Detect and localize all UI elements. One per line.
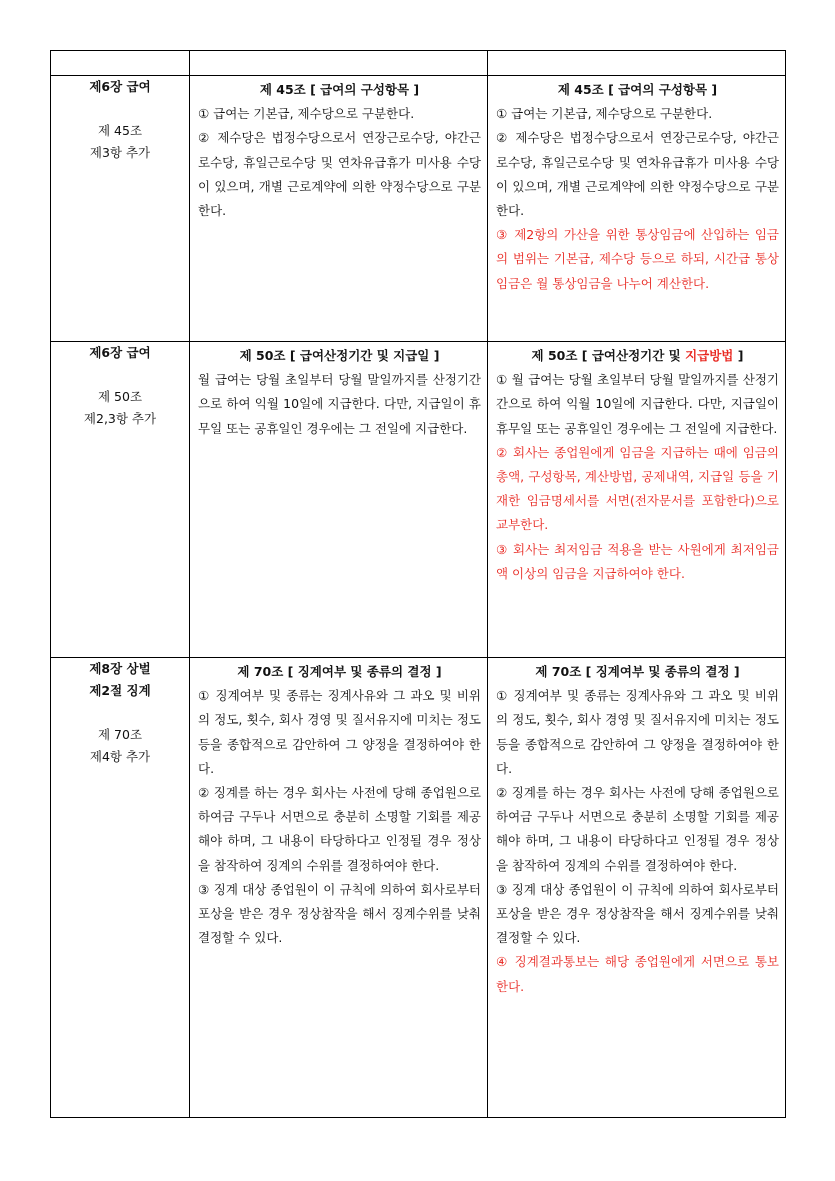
paragraph: ③ 징계 대상 종업원이 이 규칙에 의하여 회사로부터 포상을 받은 경우 정상참작을 해서 징계수위를 낮춰 결정할 수 있다.: [198, 881, 481, 946]
after-cell: [488, 342, 786, 658]
header-cell-label: [51, 51, 190, 76]
regulation-comparison-table: [50, 50, 786, 1118]
paragraph: ② 제수당은 법정수당으로서 연장근로수당, 야간근로수당, 휴일근로수당 및 연차유급휴가 미사용 수당이 있으며, 개별 근로계약에 의한 약정수당으로 구분한다.: [198, 130, 481, 219]
paragraph: ② 징계를 하는 경우 회사는 사전에 당해 종업원으로 하여금 구두나 서면으로 충분히 소명할 기회를 제공해야 하며, 그 내용이 타당하다고 인정될 경우 정상을 참작하여 징계의 수위를 결정하여야 한다.: [496, 785, 779, 873]
paragraph: 월 급여는 당월 초일부터 당월 말일까지를 산정기간으로 하여 익월 10일에 지급한다. 다만, 지급일이 휴무일 또는 공휴일인 경우에는 그 전일에 지급한다.: [198, 372, 481, 436]
added-paragraph: ③ 회사는 최저임금 적용을 받는 사원에게 최저임금액 이상의 임금을 지급하여야 한다.: [496, 541, 779, 581]
change-note: 제4항 추가: [89, 749, 151, 764]
before-cell: [190, 342, 488, 658]
table-row: [51, 342, 786, 658]
added-paragraph: ④ 징계결과통보는 해당 종업원에게 서면으로 통보한다.: [496, 954, 779, 994]
table-row: [51, 658, 786, 1118]
paragraph: ② 징계를 하는 경우 회사는 사전에 당해 종업원으로 하여금 구두나 서면으로 충분히 소명할 기회를 제공해야 하며, 그 내용이 타당하다고 인정될 경우 정상을 참작하여 징계의 수위를 결정하여야 한다.: [198, 785, 481, 873]
before-cell: [190, 76, 488, 342]
article-title: 제 70조 [ 징계여부 및 종류의 결정 ]: [237, 664, 442, 679]
table-row: [51, 76, 786, 342]
added-paragraph: ③ 제2항의 가산을 위한 통상임금에 산입하는 임금의 범위는 기본급, 제수당 등으로 하되, 시간급 통상임금은 월 통상임금을 나누어 계산한다.: [496, 227, 779, 291]
section-label: 제2절 징계: [89, 683, 151, 698]
change-note: 제2,3항 추가: [83, 411, 157, 426]
paragraph: ① 징계여부 및 종류는 징계사유와 그 과오 및 비위의 정도, 횟수, 회사 경영 및 질서유지에 미치는 정도 등을 종합적으로 감안하여 그 양정을 결정하여야 한다.: [198, 688, 481, 776]
paragraph: ③ 징계 대상 종업원이 이 규칙에 의하여 회사로부터 포상을 받은 경우 정상참작을 해서 징계수위를 낮춰 결정할 수 있다.: [496, 881, 779, 946]
paragraph: ① 징계여부 및 종류는 징계사유와 그 과오 및 비위의 정도, 횟수, 회사 경영 및 질서유지에 미치는 정도 등을 종합적으로 감안하여 그 양정을 결정하여야 한다.: [496, 688, 779, 776]
article-title-prefix: 제 50조 [ 급여산정기간 및: [531, 348, 686, 363]
article-title: [496, 344, 779, 368]
before-cell: [190, 658, 488, 1118]
article-label: 제 45조: [97, 123, 143, 138]
header-cell-before: [190, 51, 488, 76]
after-cell: [488, 658, 786, 1118]
article-label: 제 70조: [97, 727, 143, 742]
change-note: 제3항 추가: [89, 145, 151, 160]
paragraph: ① 급여는 기본급, 제수당으로 구분한다.: [496, 106, 713, 122]
chapter-label: 제8장 상벌: [89, 661, 151, 676]
header-row: [51, 51, 786, 76]
paragraph: ② 제수당은 법정수당으로서 연장근로수당, 야간근로수당, 휴일근로수당 및 연차유급휴가 미사용 수당이 있으며, 개별 근로계약에 의한 약정수당으로 구분한다.: [496, 130, 779, 219]
after-cell: [488, 76, 786, 342]
header-cell-after: [488, 51, 786, 76]
article-title: 제 70조 [ 징계여부 및 종류의 결정 ]: [535, 664, 740, 679]
added-paragraph: ② 회사는 종업원에게 임금을 지급하는 때에 임금의 총액, 구성항목, 계산방법, 공제내역, 지급일 등을 기재한 임금명세서를 서면(전자문서를 포함한다)으로 교부한다.: [496, 444, 779, 533]
paragraph: ① 월 급여는 당월 초일부터 당월 말일까지를 산정기간으로 하여 익월 10일에 지급한다. 다만, 지급일이 휴무일 또는 공휴일인 경우에는 그 전일에 지급한다.: [496, 372, 779, 436]
chapter-label: 제6장 급여: [89, 79, 151, 94]
article-title: 제 45조 [ 급여의 구성항목 ]: [557, 82, 718, 97]
article-label: 제 50조: [97, 389, 143, 404]
row-label-cell: [51, 76, 190, 342]
paragraph: ① 급여는 기본급, 제수당으로 구분한다.: [198, 106, 415, 122]
article-title-added: 지급방법: [685, 348, 734, 363]
article-title-suffix: ]: [733, 348, 744, 363]
article-title: 제 45조 [ 급여의 구성항목 ]: [259, 82, 420, 97]
row-label-cell: [51, 658, 190, 1118]
chapter-label: 제6장 급여: [89, 345, 151, 360]
article-title: 제 50조 [ 급여산정기간 및 지급일 ]: [239, 348, 440, 363]
row-label-cell: [51, 342, 190, 658]
